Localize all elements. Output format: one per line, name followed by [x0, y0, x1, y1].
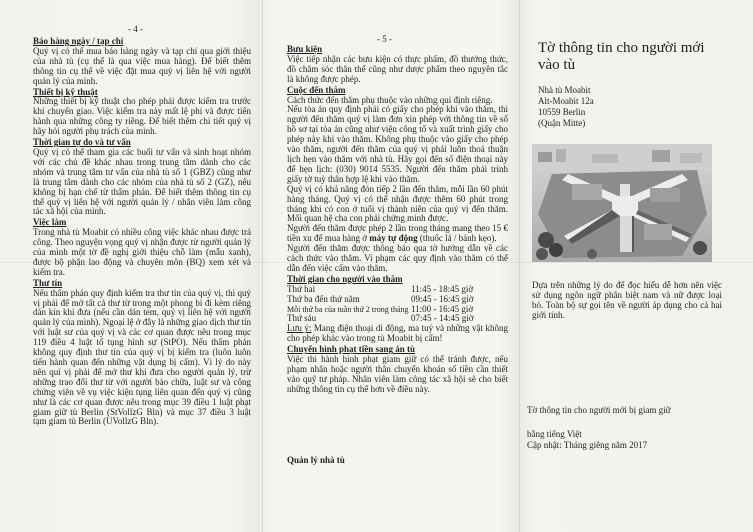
footer-language: bằng tiếng Việt: [527, 429, 582, 439]
note-label: Lưu ý:: [287, 323, 312, 334]
section-heading-visits: Cuộc đến thăm: [287, 84, 346, 95]
vending-machine-text: máy tự động: [369, 233, 418, 244]
address-district: (Quận Mitte): [538, 118, 586, 128]
section-heading-work: Việc làm: [33, 217, 67, 228]
footer-title: Tờ thông tin cho người mới bị giam giữ: [527, 405, 671, 415]
section-text-work: Trong nhà tù Moabit có nhiều công việc khác nhau được trả công. Theo nguyện vọng quý vị nhận được từ người quản lý của mình một tờ đề nghị giới thiệu chỗ làm (mẫu xanh), được bộ phận lao động và chuyên môn (BQ) xem xét và kiểm tra.: [33, 227, 251, 277]
section-heading-mail: Thư tín: [33, 277, 63, 288]
section-text-parcels: Việc tiếp nhận các bưu kiện có thực phẩm, đồ thưởng thức, đồ chăm sóc thân thể cũng như dược phẩm theo nguyên tắc là không được phép.: [287, 53, 508, 84]
hours-time: 09:45 - 16:45 giờ: [411, 293, 474, 304]
address-city: 10559 Berlin: [538, 107, 586, 117]
section-text-fine-conversion: Việc thi hành hình phạt giam giữ có thể tránh được, nếu phạm nhân hoặc người thân chuyển khoản số tiền cần thiết vào quỹ tư pháp. Nhân viên làm công tác xã hội sẽ cho biết những thông tin cụ thể hơn về điều này.: [287, 354, 508, 394]
hours-day: Mỗi thứ ba của tuần thứ 2 trong tháng: [287, 304, 409, 314]
hours-row: [287, 305, 508, 315]
signature: Quản lý nhà tù: [287, 455, 345, 465]
visiting-hours-table: [287, 285, 508, 325]
visits-paragraph: Người đến thăm được thông báo qua tờ hướng dẫn về các cách thức vào thăm. Vi phạm các quy định vào thăm có thể dẫn đến việc cấm vào thăm.: [287, 243, 508, 273]
visits-paragraph: Cách thức đến thăm phụ thuộc vào những qui định riêng.: [287, 94, 493, 105]
section-heading-visiting-hours: Thời gian cho người vào thăm: [287, 273, 403, 284]
section-heading-leisure: Thời gian tự do và tư vấn: [33, 137, 131, 148]
visits-paragraph: Quý vị có khả năng đón tiếp 2 lần đến thăm, mỗi lần 60 phút hàng tháng. Quý vị có thể nhận được thêm 60 phút trong tháng khi có con ở tuổi vị thành niên của quý vị đến thăm. Mối quan hệ cha con phải chứng minh được.: [287, 183, 508, 224]
section-text-newspapers: Quý vị có thể mua báo hàng ngày và tạp chí qua giới thiệu của nhà tù (cụ thể là qua việc mua hàng). Để biết thêm thông tin cụ thể về việc đặt mua quý vị liên hệ với người quản lý của mình.: [33, 45, 251, 86]
prison-address: [538, 85, 594, 129]
hours-day: Thứ hai: [287, 283, 316, 294]
coins-text-end: (thuốc lá / bánh kẹo).: [419, 233, 497, 244]
page-number-4: - 4 -: [128, 24, 143, 34]
section-text-mail: Nếu thẩm phán quy định kiểm tra thư tín của quý vị, thì quý vị phải để mở tất cả thư từ trong một phong bì đi kèm riêng dán kín khi đưa (nếu cần dán tem, quý vị liên hệ với người quản lý của mình). Ngoại lệ ở đây là những giao dịch thư tín với luật sư của quý vị và các cơ quan được nêu trong mục 119 điều 4 luật tố tụng hình sự (StPO). Nếu thẩm phán không quy định thư tín của quý vị bị kiểm tra (luôn luôn tiến hành quan đến những vật dụng bị cấm). Vì lý do này nên quí vị phải để mở thư khi đưa cho người quản lý, trừ những trao đổi thư từ với người bào chữa, luật sư và công chứng viên về vụ việc kiện tụng liên quan đến quý vị cũng như là các cơ quan được nêu trong mục 39 điều 1 luật phạt giam giữ tù Berlin (StVollzG Bln) và mục 37 điều 3 luật tạm giam tù Berlin (UVollzG Bln).: [33, 287, 251, 427]
section-heading-devices: Thiết bị kỹ thuật: [33, 86, 98, 97]
visits-paragraph-coins: [287, 224, 508, 244]
address-street: Alt-Moabit 12a: [538, 96, 594, 106]
coins-text: Người đến thăm được phép 2 lần trong tháng mang theo 15 € tiền xu để mua hàng ở: [287, 223, 508, 244]
section-heading-fine-conversion: Chuyển hình phạt tiền sang án tù: [287, 344, 416, 355]
visits-paragraph: Nếu tòa án quy định phải có giấy cho phép khi vào thăm, thì người đến thăm quý vị làm đơn xin phép với thông tin về số hồ sơ tại tòa án cũng như viện công tố và xuất trình giấy cho phép này khi vào thăm. Không phụ thuộc vào giấy cho phép vào thăm, người đến thăm của quý vị phải luôn thoả thuận lịch hẹn vào thăm với nhà tù. Hãy gọi đến số điện thoại này để hẹn lịch: (030) 9014 5535. Người đến thăm phải trình giấy tờ tuỳ thân hợp lệ khi vào thăm.: [287, 104, 508, 184]
footer-updated: Cập nhật: Tháng giêng năm 2017: [527, 440, 648, 450]
section-text-devices: Những thiết bị kỹ thuật cho phép phải được kiểm tra trước khi chuyển giao. Việc kiểm tra này mất lệ phí và được tiến hành qua những công ty riêng. Để biết thêm chi tiết quý vị hãy hỏi người phụ trách của mình.: [33, 96, 251, 137]
section-text-leisure: Quý vị có thể tham gia các buổi tư vấn và sinh hoạt nhóm với các chủ đề khác nhau trong trung tâm dành cho các nhóm và trung tâm tư vấn của nhà tù số 1 (GBZ) cũng như là trung tâm dành cho các nhóm của nhà tù số 2 (GZ), nếu không bị hạn chế từ thẩm phán. Để biết thêm thông tin cụ thể quý vị liên hệ với người quản lý / nhân viên làm công tác xã hội của mình.: [33, 146, 251, 217]
section-heading-newspapers: Báo hàng ngày / tạp chí: [33, 36, 124, 46]
hours-day: Thứ sáu: [287, 313, 317, 324]
prison-aerial-photo: [532, 144, 712, 262]
hours-day: Thứ ba đến thứ năm: [287, 293, 360, 304]
note-text: Mang điện thoại di động, ma tuý và những vật không cho phép khác vào trong tù Moabit bị cấm!: [287, 323, 508, 344]
page-number-5: - 5 -: [377, 34, 392, 44]
fold-line: [262, 0, 263, 532]
cover-footer: [527, 405, 671, 451]
hours-row: [287, 295, 508, 305]
hours-time: 11:00 - 16:45 giờ: [411, 303, 474, 314]
gender-language-note: Dựa trên những lý do để đọc hiểu dễ hơn nên việc sử dụng ngôn ngữ phân biệt nam và nữ được loại bỏ. Toàn bộ sự gọi tên về người áp dụng cho cả hai giới tính.: [532, 280, 722, 320]
hours-time: 11:45 - 18:45 giờ: [411, 283, 474, 294]
fold-line: [519, 0, 520, 532]
address-name: Nhà tù Moabit: [538, 85, 591, 95]
hours-time: 07:45 - 14:45 giờ: [411, 313, 474, 324]
section-heading-parcels: Bưu kiện: [287, 44, 323, 54]
page-4-column: [33, 36, 251, 427]
cover-title: Tờ thông tin cho người mới vào tù: [538, 40, 705, 73]
visiting-note: [287, 324, 508, 344]
page-5-column: [287, 44, 508, 395]
